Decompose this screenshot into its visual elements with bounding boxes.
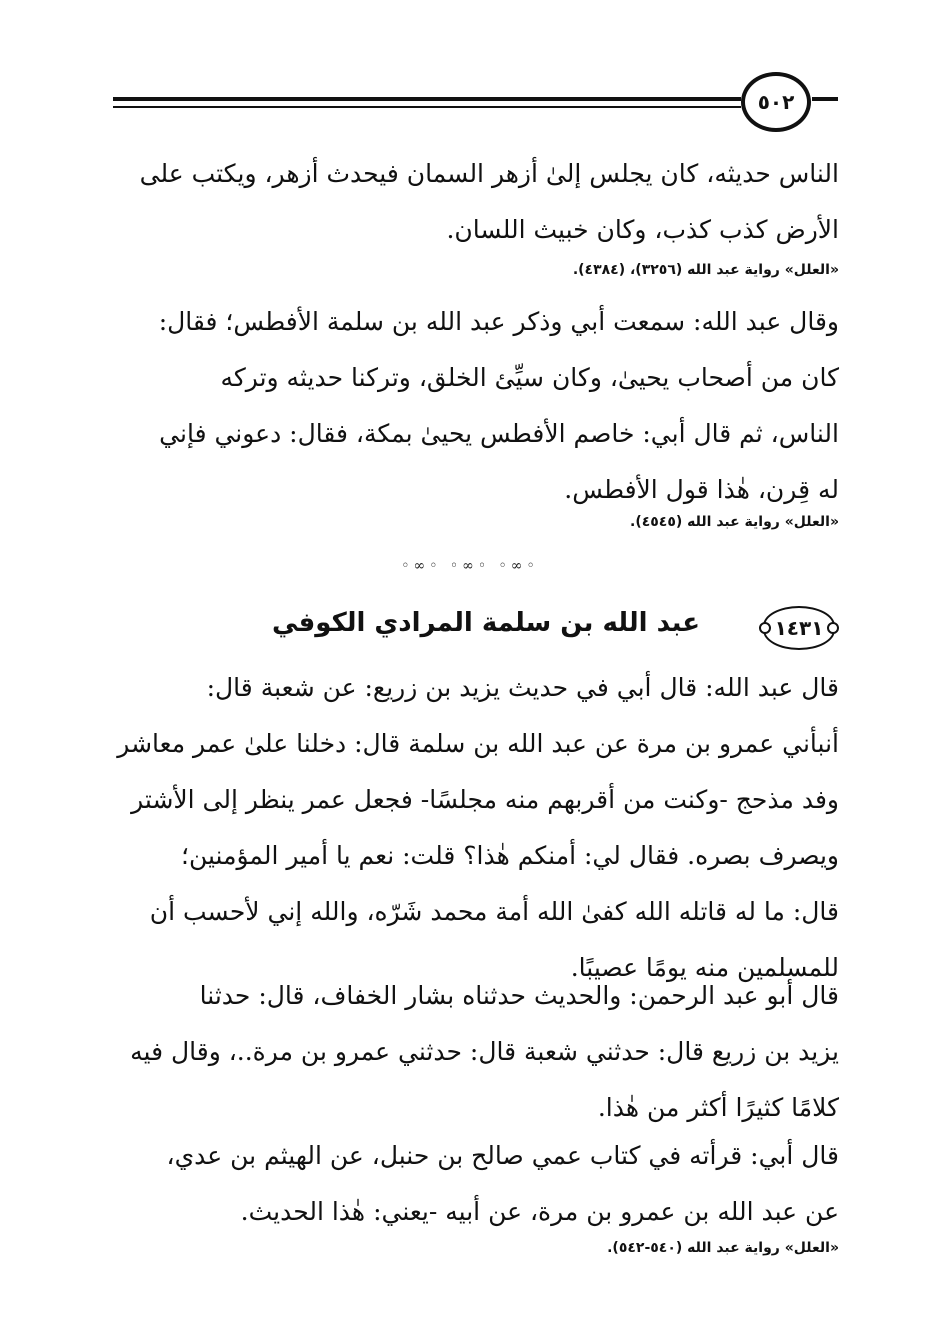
text-line: وفد مذحج -وكنت من أقربهم منه مجلسًا- فجعل عمر ينظر إلى الأشتر xyxy=(131,785,839,814)
citation-footnote: «العلل» رواية عبد الله (٣٢٥٦)، (٤٣٨٤). xyxy=(572,262,839,278)
text-line: قال أبي: قرأته في كتاب عمي صالح بن حنبل، عن الهيثم بن عدي، xyxy=(166,1141,839,1170)
text-line: له قِرن، هٰذا قول الأفطس. xyxy=(564,475,839,504)
page-number: ٥٠٢ xyxy=(741,72,811,132)
text-line: ويصرف بصره. فقال لي: أمنكم هٰذا؟ قلت: نعم يا أمير المؤمنين؛ xyxy=(181,841,839,870)
paragraph-2 xyxy=(113,294,839,518)
header-rule-tail xyxy=(812,97,838,101)
text-line: عن عبد الله بن عمرو بن مرة، عن أبيه -يعني: هٰذا الحديث. xyxy=(240,1197,839,1226)
text-line: وقال عبد الله: سمعت أبي وذكر عبد الله بن سلمة الأفطس؛ فقال: xyxy=(158,307,839,336)
header-rule xyxy=(113,97,741,101)
text-line: الناس حديثه، كان يجلس إلىٰ أزهر السمان فيحدث أزهر، ويكتب على xyxy=(139,159,839,188)
text-line: الأرض كذب كذب، وكان خبيث اللسان. xyxy=(446,215,839,244)
text-line: قال عبد الله: قال أبي في حديث يزيد بن زريع: عن شعبة قال: xyxy=(206,673,839,702)
text-line: للمسلمين منه يومًا عصيبًا. xyxy=(570,953,839,982)
paragraph-5 xyxy=(113,1128,839,1240)
paragraph-3 xyxy=(113,660,839,996)
text-line: كان من أصحاب يحيىٰ، وكان سيِّئ الخلق، وتركنا حديثه وتركه xyxy=(220,363,839,392)
text-line: الناس، ثم قال أبي: خاصم الأفطس يحيىٰ بمكة، فقال: دعوني فإني xyxy=(159,419,839,448)
paragraph-1 xyxy=(113,146,839,258)
citation-footnote: «العلل» رواية عبد الله (٥٤٠-٥٤٢). xyxy=(607,1240,839,1256)
citation-footnote: «العلل» رواية عبد الله (٤٥٤٥). xyxy=(630,514,839,530)
ornament-divider: ◦∞◦ ◦∞◦ ◦∞◦ xyxy=(401,558,539,574)
header-rule-thin xyxy=(113,106,741,108)
paragraph-4 xyxy=(113,968,839,1136)
entry-title: عبد الله بن سلمة المرادي الكوفي xyxy=(271,608,700,638)
entry-number-badge: ١٤٣١ xyxy=(763,606,835,650)
text-line: يزيد بن زريع قال: حدثني شعبة قال: حدثني عمرو بن مرة..، وقال فيه xyxy=(130,1037,839,1066)
text-line: قال: ما له قاتله الله كفىٰ الله أمة محمد شَرّه، والله إني لأحسب أن xyxy=(149,897,839,926)
text-line: كلامًا كثيرًا أكثر من هٰذا. xyxy=(597,1093,839,1122)
text-line: قال أبو عبد الرحمن: والحديث حدثناه بشار الخفاف، قال: حدثنا xyxy=(199,981,839,1010)
text-line: أنبأني عمرو بن مرة عن عبد الله بن سلمة قال: دخلنا علىٰ عمر معاشر xyxy=(117,729,839,758)
